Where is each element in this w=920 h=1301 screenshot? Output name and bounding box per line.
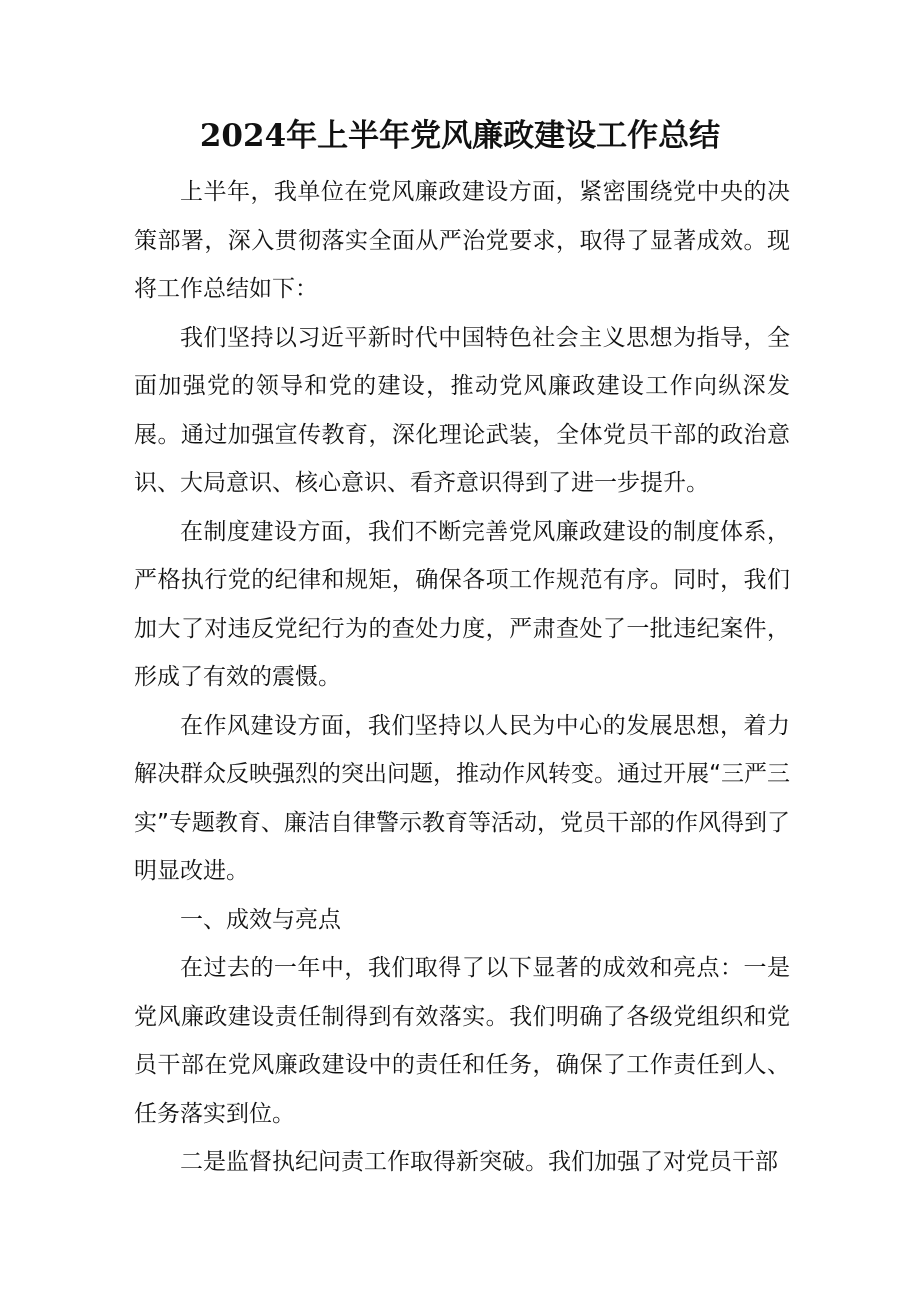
paragraph-style: 在作风建设方面，我们坚持以人民为中心的发展思想，着力解决群众反映强烈的突出问题，推动作风转变。通过开展“三严三实”专题教育、廉洁自律警示教育等活动，党员干部的作风得到了明显改进。 [134, 712, 790, 884]
section-heading-achievements: 一、成效与亮点 [180, 906, 341, 933]
paragraph-supervision: 二是监督执纪问责工作取得新突破。我们加强了对党员干部 [180, 1149, 778, 1175]
document-title: 2024年上半年党风廉政建设工作总结 [199, 118, 721, 154]
paragraph-intro: 上半年，我单位在党风廉政建设方面，紧密围绕党中央的决策部署，深入贯彻落实全面从严治党要求，取得了显著成效。现将工作总结如下： [134, 179, 790, 302]
paragraph-achievements: 在过去的一年中，我们取得了以下显著的成效和亮点：一是党风廉政建设责任制得到有效落实。我们明确了各级党组织和党员干部在党风廉政建设中的责任和任务，确保了工作责任到人、任务落实到位。 [134, 955, 790, 1127]
paragraph-theory: 我们坚持以习近平新时代中国特色社会主义思想为指导，全面加强党的领导和党的建设，推动党风廉政建设工作向纵深发展。通过加强宣传教育，深化理论武装，全体党员干部的政治意识、大局意识、核心意识、看齐意识得到了进一步提升。 [134, 324, 790, 496]
paragraph-system: 在制度建设方面，我们不断完善党风廉政建设的制度体系，严格执行党的纪律和规矩，确保各项工作规范有序。同时，我们加大了对违反党纪行为的查处力度，严肃查处了一批违纪案件，形成了有效的震慑。 [134, 518, 790, 690]
document-body [134, 168, 790, 1187]
